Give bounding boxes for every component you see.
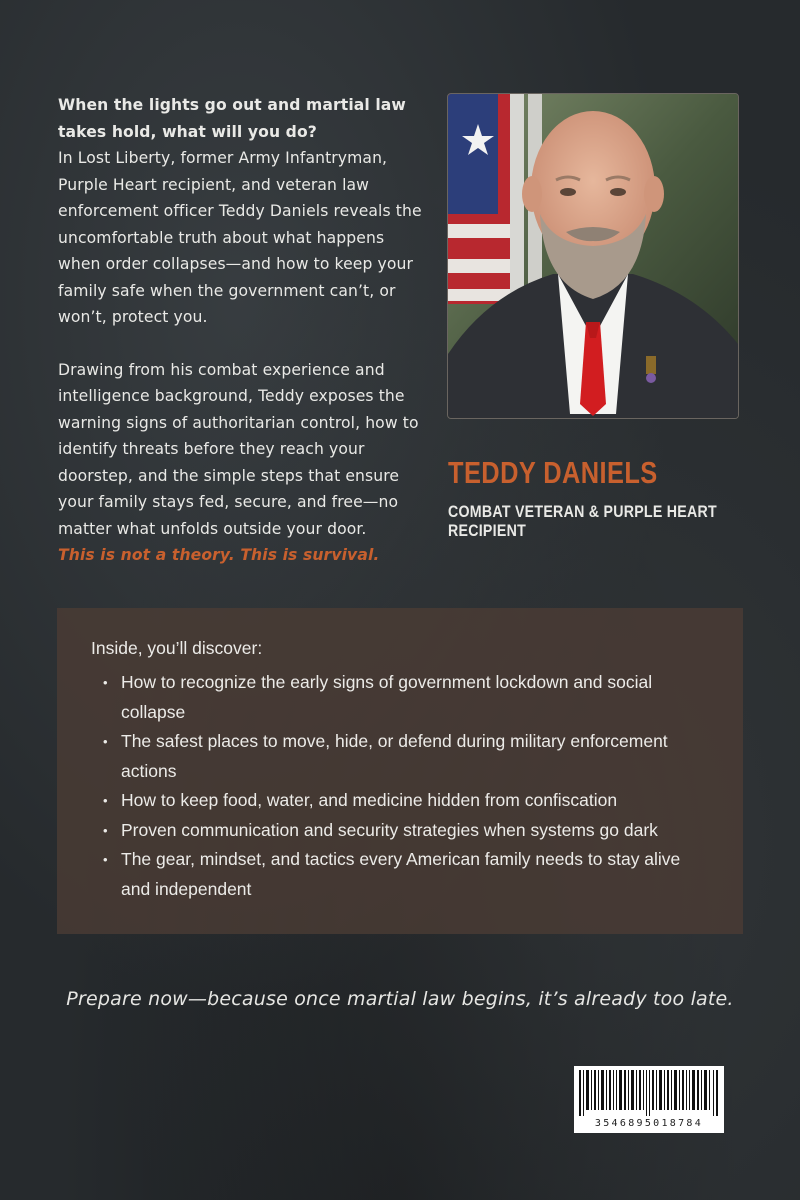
bullet-icon: • xyxy=(103,793,108,808)
discover-item-text: How to keep food, water, and medicine hidden from confiscation xyxy=(121,790,618,810)
bullet-icon: • xyxy=(103,822,108,838)
barcode xyxy=(574,1066,724,1133)
author-name: TEDDY DANIELS xyxy=(448,455,658,490)
discover-list xyxy=(91,668,711,904)
author-title: COMBAT VETERAN & PURPLE HEART RECIPIENT xyxy=(448,503,717,540)
discover-item-text: Proven communication and security strategies when systems go dark xyxy=(121,819,658,840)
discover-panel xyxy=(57,608,743,934)
discover-item-text: How to recognize the early signs of government lockdown and social collapse xyxy=(121,672,653,722)
back-cover-blurb xyxy=(58,92,428,569)
closing-line: Prepare now—because once martial law begins, it’s already too late. xyxy=(66,988,734,1010)
discover-item xyxy=(91,845,711,904)
discover-item-text: The gear, mindset, and tactics every American family needs to stay alive and independent xyxy=(121,849,681,899)
barcode-number: 3546895018784 xyxy=(594,1118,704,1129)
blurb-paragraph-1: In Lost Liberty, former Army Infantryman, Purple Heart recipient, and veteran law enforcement officer Teddy Daniels reveals the uncomfortable truth about what happens when order collapses—and how to keep your family safe when the government can’t, or won’t, protect you. xyxy=(58,149,422,326)
bullet-icon: • xyxy=(103,675,108,690)
discover-item xyxy=(91,786,711,816)
paragraph-spacer xyxy=(58,331,428,357)
bullet-icon: • xyxy=(103,852,108,867)
discover-item xyxy=(91,816,711,846)
barcode-icon xyxy=(579,1070,719,1116)
author-photo xyxy=(447,93,739,419)
tagline: This is not a theory. This is survival. xyxy=(58,546,380,564)
discover-item xyxy=(91,727,711,786)
blurb-paragraph-2: Drawing from his combat experience and intelligence background, Teddy exposes the warning signs of authoritarian control, how to identify threats before they reach your doorstep, and the simple steps that ensure your family stays fed, secure, and free—no matter what unfolds outside your door. xyxy=(58,360,419,538)
author-portrait-icon xyxy=(448,94,738,418)
bullet-icon: • xyxy=(103,734,108,749)
lead-question: When the lights go out and martial law takes hold, what will you do? xyxy=(58,96,406,141)
discover-item xyxy=(91,668,711,727)
discover-item-text: The safest places to move, hide, or defend during military enforcement actions xyxy=(121,731,668,781)
discover-heading: Inside, you’ll discover: xyxy=(91,638,263,658)
